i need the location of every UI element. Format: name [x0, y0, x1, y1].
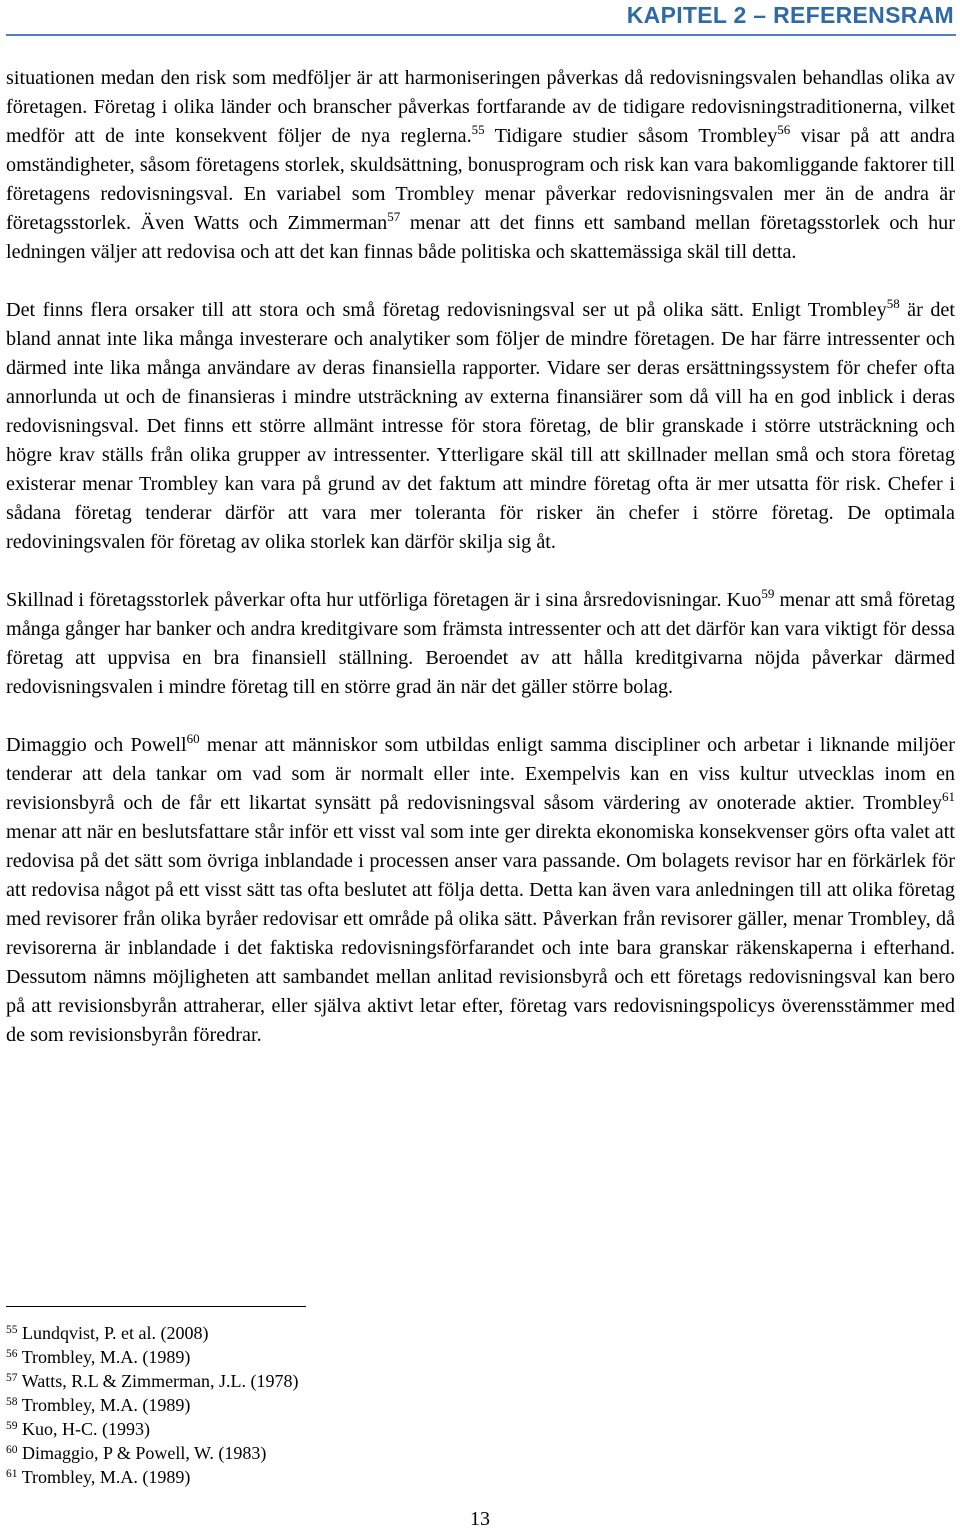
paragraph-text: menar att när en beslutsfattare står inför ett visst val som inte ger direkta ekonomiska konsekvenser görs ofta valet att redovisa på det sätt som övriga inblandade i processen anser vara passande. Om bolagets revisor har en förkärlek för att redovisa något på ett visst sätt tas ofta beslutet att följa detta. Detta kan även vara anledningen till att olika företag med revisorer från olika byråer redovisar ett område på olika sätt. Påverkan från revisorer gäller, menar Trombley, då revisorerna är inblandade i det faktiska redovisningsförfarandet och inte bara granskar räkenskaperna i efterhand. Dessutom nämns möjligheten att sambandet mellan anlitad revisionsbyrå och ett företags redovisningsval kan bero på att revisionsbyrån attraherar, eller själva aktivt letar efter, företag vars redovisningspolicys överensstämmer med de som revisionsbyrån föredrar. — [6, 821, 955, 1046]
footnote-number: 59 — [6, 1420, 18, 1432]
page-number: 13 — [470, 1508, 490, 1530]
chapter-heading: KAPITEL 2 – REFERENSRAM — [626, 2, 954, 28]
footnote-ref: 59 — [761, 586, 775, 601]
footnote-separator — [6, 1306, 306, 1307]
body-text — [6, 64, 955, 1050]
paragraph — [6, 586, 955, 702]
footnote — [6, 1465, 299, 1489]
footnote-ref: 57 — [387, 209, 401, 224]
footnote-text: Trombley, M.A. (1989) — [21, 1395, 191, 1415]
footnote — [6, 1441, 299, 1465]
paragraph-text: är det bland annat inte lika många investerare och analytiker som följer de mindre företagen. De har färre intressenter och därmed inte lika många användare av deras finansiella rapporter. Vidare ser deras ersättningssystem för chefer ofta annorlunda ut och de finansieras i mindre utsträckning av externa finansiärer som då vill ha en god inblick i deras redovisningsval. Det finns ett större allmänt intresse för stora företag, de blir granskade i större utsträckning och högre krav ställs från olika grupper av intressenter. Ytterligare skäl till att skillnader mellan små och stora företag existerar menar Trombley kan vara på grund av det faktum att mindre företag ofta är mer utsatta för risk. Chefer i sådana företag tenderar därför att vara mer toleranta för risker än chefer i större företag. De optimala redoviningsvalen för företag av olika storlek kan därför skilja sig åt. — [6, 299, 955, 553]
footnote-number: 58 — [6, 1396, 18, 1408]
paragraph-text: menar att människor som utbildas enligt samma discipliner och arbetar i liknande miljöer tenderar att dela tankar om vad som är normalt eller inte. Exempelvis kan en viss kultur utvecklas inom en revisionsbyrå och de får ett likartat synsätt på redovisningsval såsom värdering av onoterade aktier. Trombley — [6, 734, 955, 814]
paragraph — [6, 64, 955, 267]
paragraph-text: Det finns flera orsaker till att stora och små företag redovisningsval ser ut på olika sätt. Enligt Trombley — [6, 299, 887, 321]
footnote-text: Watts, R.L & Zimmerman, J.L. (1978) — [21, 1371, 299, 1391]
page-header — [0, 0, 960, 38]
footnote-ref: 58 — [886, 296, 900, 311]
footnote-text: Trombley, M.A. (1989) — [21, 1467, 191, 1487]
footnote-ref: 55 — [471, 122, 485, 137]
footnote-text: Dimaggio, P & Powell, W. (1983) — [22, 1443, 267, 1463]
header-rule — [6, 34, 956, 36]
paragraph-text: situationen medan den risk som medföljer är att harmoniseringen påverkas då redovisningsvalen behandlas olika av företagen. Företag i olika länder och branscher påverkas fortfarande av de tidigare redovisningstraditionerna, vilket medför att de inte konsekvent följer de nya reglerna. — [6, 67, 955, 147]
footnotes — [6, 1321, 299, 1489]
footnote-number: 61 — [6, 1468, 18, 1480]
footnote — [6, 1393, 299, 1417]
paragraph-text: visar på att andra omständigheter, såsom företagens storlek, skuldsättning, bonusprogram och risk kan vara bakomliggande faktorer till företagens redovisningsval. En variabel som Trombley menar påverkar redovisningsvalen mer än de andra är företagsstorlek. Även Watts och Zimmerman — [6, 125, 955, 234]
footnote — [6, 1417, 299, 1441]
paragraph — [6, 296, 955, 557]
footnote-text: Lundqvist, P. et al. (2008) — [22, 1323, 209, 1343]
paragraph-text: Dimaggio och Powell — [6, 734, 187, 756]
footnote-text: Kuo, H-C. (1993) — [22, 1419, 150, 1439]
footnote — [6, 1345, 299, 1369]
footnote-ref: 61 — [942, 789, 955, 804]
footnote-number: 55 — [6, 1324, 18, 1336]
footnote-ref: 56 — [777, 122, 791, 137]
footnote — [6, 1369, 299, 1393]
footnote-number: 60 — [6, 1444, 18, 1456]
paragraph-text: menar att små företag många gånger har banker och andra kreditgivare som främsta intressenter och att det därför kan vara viktigt för dessa företag att uppvisa en bra finansiell ställning. Beroendet av att hålla kreditgivarna nöjda påverkar därmed redovisningsvalen i mindre företag till en större grad än när det gäller större bolag. — [6, 589, 955, 698]
footnote-number: 57 — [6, 1372, 18, 1384]
paragraph-text: menar att det finns ett samband mellan företagsstorlek och hur ledningen väljer att redovisa och att det kan finnas både politiska och skattemässiga skäl till detta. — [6, 212, 955, 263]
paragraph-text: Tidigare studier såsom Trombley — [484, 125, 778, 147]
footnote-number: 56 — [6, 1348, 18, 1360]
footnote-ref: 60 — [186, 731, 200, 746]
footnote — [6, 1321, 299, 1345]
footnote-text: Trombley, M.A. (1989) — [21, 1347, 191, 1367]
paragraph-text: Skillnad i företagsstorlek påverkar ofta hur utförliga företagen är i sina årsredovisningar. Kuo — [6, 589, 762, 611]
paragraph — [6, 731, 955, 1050]
